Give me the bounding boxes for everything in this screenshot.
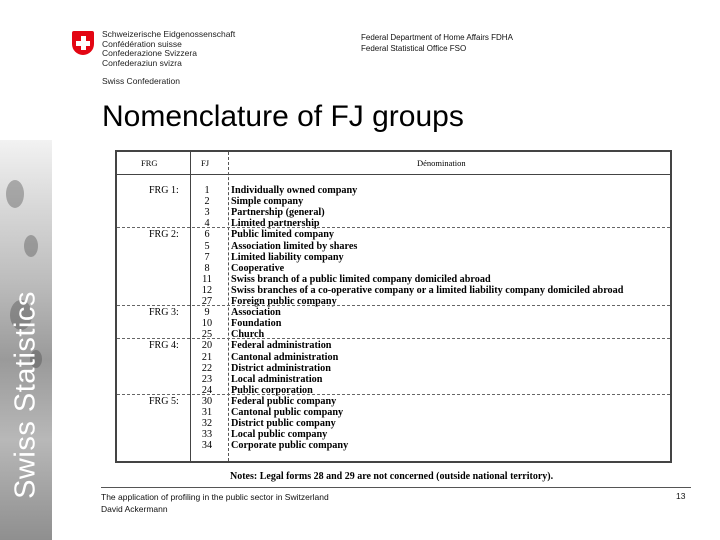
table-notes: Notes: Legal forms 28 and 29 are not concerned (outside national territory). <box>230 471 554 482</box>
denomination: Limited partnership <box>231 218 320 230</box>
denomination: Federal administration <box>231 340 332 352</box>
fj-code: 9 <box>204 307 210 319</box>
fj-code: 23 <box>201 373 213 385</box>
fj-code: 5 <box>204 240 210 252</box>
group-separator <box>117 394 670 395</box>
denomination: Individually owned company <box>231 185 358 196</box>
fj-code: 6 <box>204 229 210 241</box>
fj-code: 3 <box>204 207 210 219</box>
denomination: Local administration <box>231 373 323 385</box>
office-name: Federal Statistical Office FSO <box>361 44 467 53</box>
denomination: Swiss branches of a co-operative company or a limited liability company domiciled abroad <box>231 284 624 296</box>
fj-code: 4 <box>204 218 210 230</box>
author-name: David Ackermann <box>101 504 168 514</box>
group-label: FRG 1: <box>149 185 179 196</box>
fj-code: 21 <box>201 351 213 363</box>
group-label: FRG 5: <box>149 395 179 407</box>
group-separator <box>117 338 670 339</box>
denomination: Corporate public company <box>231 440 349 452</box>
header-denomination: Dénomination <box>417 158 466 168</box>
presentation-title: The application of profiling in the public sector in Switzerland <box>101 492 329 502</box>
department-name: Federal Department of Home Affairs FDHA <box>361 33 513 42</box>
fj-code: 2 <box>204 196 210 208</box>
denomination: Public limited company <box>231 229 335 241</box>
denomination: Federal public company <box>231 395 337 407</box>
denomination: Local public company <box>231 429 328 441</box>
denomination: District administration <box>231 362 331 374</box>
fj-code: 34 <box>201 440 213 452</box>
denomination: Limited liability company <box>231 251 344 263</box>
denomination: Swiss branch of a public limited company domiciled abroad <box>231 273 491 285</box>
fj-groups-table <box>115 150 672 463</box>
fj-code: 32 <box>201 418 213 430</box>
confederation-line: Schweizerische Eidgenossenschaft <box>102 29 236 39</box>
fj-code: 27 <box>201 296 213 307</box>
fj-code: 7 <box>204 251 210 263</box>
fj-code: 12 <box>201 284 213 296</box>
denomination: Foreign public company <box>231 296 337 307</box>
denomination: Church <box>231 329 265 341</box>
fj-code: 10 <box>201 318 213 330</box>
denomination: Public corporation <box>231 384 313 396</box>
fj-code: 33 <box>201 429 213 441</box>
denomination: Cantonal administration <box>231 351 339 363</box>
fj-code: 24 <box>201 384 213 396</box>
fj-code: 25 <box>201 329 213 341</box>
confederation-english: Swiss Confederation <box>102 76 180 87</box>
footer <box>101 491 329 515</box>
side-label-text: Swiss Statistics <box>9 291 42 499</box>
page-title: Nomenclature of FJ groups <box>102 100 464 133</box>
denomination: Simple company <box>231 196 304 208</box>
group-separator <box>117 305 670 306</box>
confederation-line: Confederazione Svizzera <box>102 48 197 59</box>
group-label: FRG 2: <box>149 229 179 241</box>
fj-code: 31 <box>201 407 213 418</box>
denomination: Cooperative <box>231 262 285 274</box>
swiss-flag-icon <box>72 31 94 55</box>
denomination: Foundation <box>231 318 282 330</box>
department-info <box>361 32 513 54</box>
confederation-line: Confederaziun svizra <box>102 57 182 68</box>
group-label: FRG 4: <box>149 340 179 352</box>
group-separator <box>117 227 670 228</box>
page-number: 13 <box>676 491 686 501</box>
header-frg: FRG <box>141 158 158 168</box>
confederation-logo-text <box>102 30 235 87</box>
group-label: FRG 3: <box>149 307 179 319</box>
side-label <box>4 291 48 499</box>
denomination: District public company <box>231 418 336 430</box>
confederation-line: Confédération suisse <box>102 38 182 49</box>
fj-code: 8 <box>204 262 210 274</box>
header-fj: FJ <box>201 158 210 168</box>
footer-divider <box>101 487 691 488</box>
header-divider <box>117 174 670 175</box>
column-divider <box>228 152 229 461</box>
fj-code: 20 <box>201 340 213 352</box>
fj-code: 11 <box>202 273 212 285</box>
fj-code: 22 <box>201 362 213 374</box>
denomination: Partnership (general) <box>231 207 325 219</box>
fj-code: 30 <box>201 395 213 407</box>
fj-code: 1 <box>204 185 210 196</box>
denomination: Association <box>231 307 281 319</box>
denomination: Cantonal public company <box>231 407 344 418</box>
denomination: Association limited by shares <box>231 240 358 252</box>
